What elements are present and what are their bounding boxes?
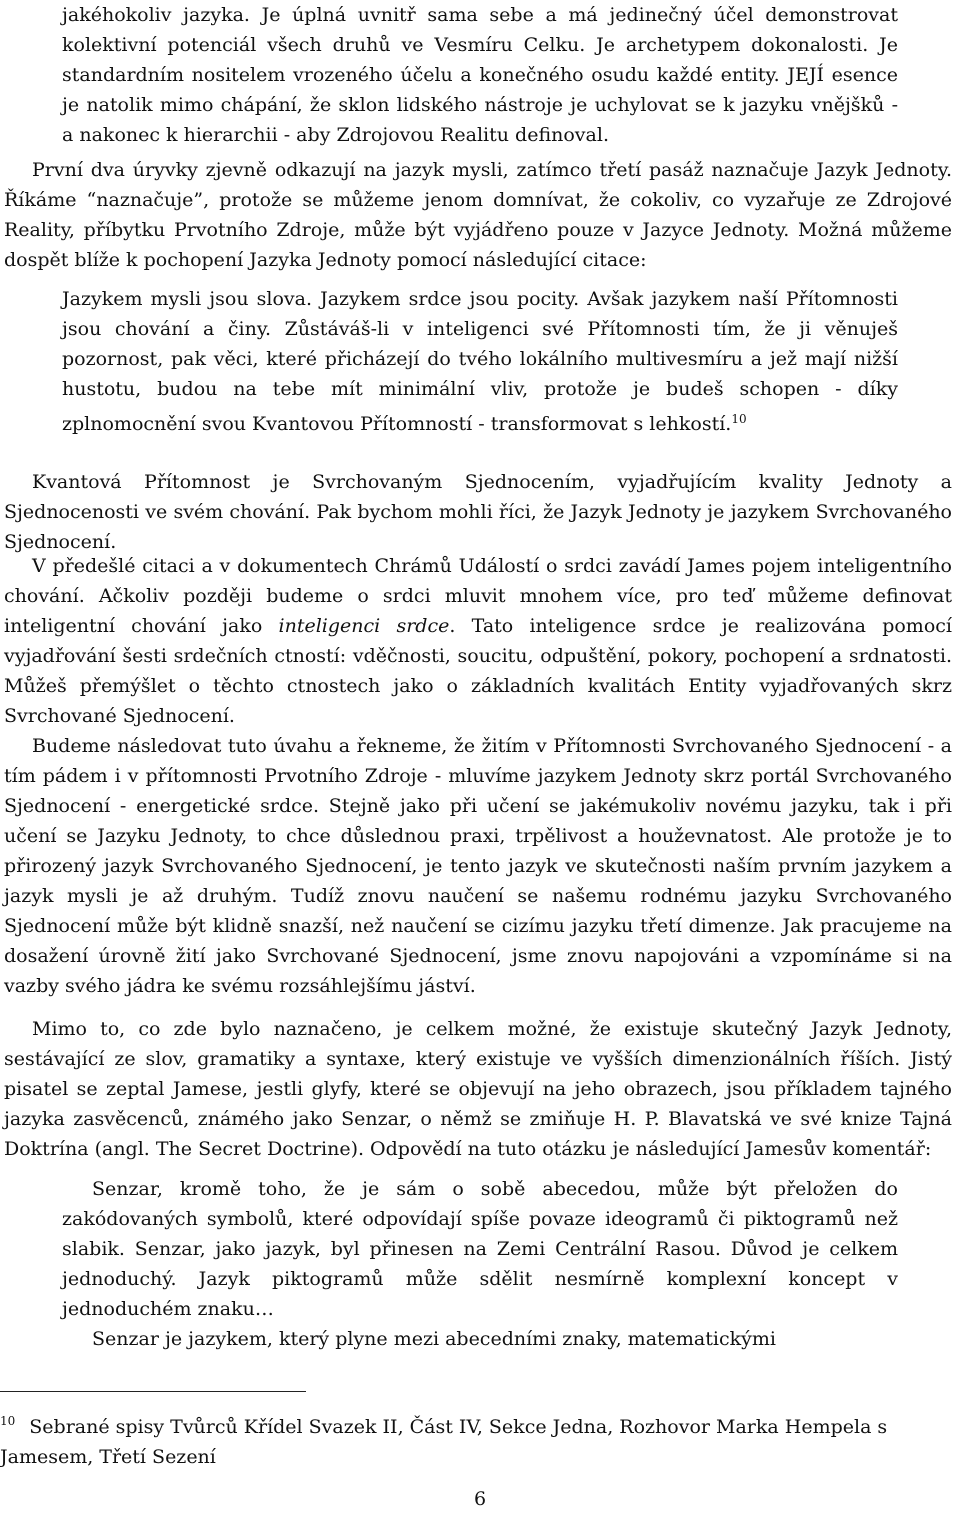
quote-block-2 — [62, 284, 898, 439]
paragraph-5: Mimo to, co zde bylo naznačeno, je celkem možné, že existuje skutečný Jazyk Jednoty, sestávající ze slov, gramatiky a syntaxe, který existuje ve vyšších dimenzionálních říších. Jistý pisatel se zeptal Jamese, jestli glyfy, které se objevují na jeho obrazech, jsou příkladem tajného jazyka zasvěcenců, známého jako Senzar, o němž se zmiňuje H. P. Blavatská ve své knize Tajná Doktrína (angl. The Secret Doctrine). Odpovědí na tuto otázku je následující Jamesův komentář: — [4, 1018, 952, 1160]
quote-2-text: Jazykem mysli jsou slova. Jazykem srdce jsou pocity. Avšak jazykem naší Přítomnosti jsou chování a činy. Zůstáváš-li v inteligenci své Přítomnosti tím, že ji věnuješ pozornost, pak věci, které přicházejí do tvého lokálního multivesmíru a jež mají nižší hustotu, budou na tebe mít minimální vliv, protože je budeš schopen - díky zplnomocnění svou Kvantovou Přítomností - transformovat s lehkostí. — [62, 288, 898, 435]
footnote-number: 10 — [0, 1414, 16, 1428]
paragraph-4: Budeme následovat tuto úvahu a řekneme, že žitím v Přítomnosti Svrchovaného Sjednocení - a tím pádem i v přítomnosti Prvotního Zdroje - mluvíme jazykem Jednoty skrz portál Svrchovaného Sjednocení - energetické srdce. Stejně jako při učení se jakémukoliv novému jazyku, tak i při učení se Jazyku Jednoty, to chce důslednou praxi, trpělivost a houževnatost. Ale protože je to přirozený jazyk Svrchovaného Sjednocení, je tento jazyk ve skutečnosti naším prvním jazykem a jazyk mysli je až druhým. Tudíž znovu naučení se našemu rodnému jazyku Svrchovaného Sjednocení může být klidně snazší, než naučení se cizímu jazyku třetí dimenze. Jak pracujeme na dosažení úrovně žití jako Svrchované Sjednocení, jsme znovu napojováni a vzpomínáme si na vazby svého jádra ke svému rozsáhlejšímu jáství. — [4, 735, 952, 997]
quote-3-paragraph-1: Senzar, kromě toho, že je sám o sobě abecedou, může být přeložen do zakódovaných symbolů, které odpovídají spíše povaze ideogramů či piktogramů než slabik. Senzar, jako jazyk, byl přinesen na Zemi Centrální Rasou. Důvod je celkem jednoduchý. Jazyk piktogramů může sdělit nesmírně komplexní koncept v jednoduchém znaku… — [62, 1178, 898, 1320]
footnote-divider — [0, 1391, 306, 1392]
page-number: 6 — [473, 1488, 487, 1510]
emphasis-term: inteligenci srdce — [278, 615, 450, 637]
footnote-text: Sebrané spisy Tvůrců Křídel Svazek II, Část IV, Sekce Jedna, Rozhovor Marka Hempela s Jamesem, Třetí Sezení — [0, 1416, 888, 1468]
paragraph-3-start: V předešlé citaci a v dokumentech Chrámů Událostí o srdci zavádí James pojem inteligentního chování. Ačkoliv později budeme o srdci mluvit mnohem více, pro teď můžeme definovat inteligentní chování jako — [4, 555, 952, 637]
quote-3-paragraph-2: Senzar je jazykem, který plyne mezi abecedními znaky, matematickými — [92, 1328, 776, 1350]
paragraph-3-end: . Tato inteligence srdce je realizována pomocí vyjadřování šesti srdečních ctností: vděčnosti, soucitu, odpuštění, pokory, pochopení a srdnatosti. Můžeš přemýšlet o těchto ctnostech jako o základních kvalitách Entity vyjadřovaných skrz Svrchované Sjednocení. — [4, 615, 952, 727]
paragraph-2: Kvantová Přítomnost je Svrchovaným Sjednocením, vyjadřujícím kvality Jednoty a Sjednocenosti ve svém chování. Pak bychom mohli říci, že Jazyk Jednoty je jazykem Svrchovaného Sjednocení. — [4, 471, 952, 553]
quote-block-3 — [62, 1174, 898, 1354]
quote-continuation: jakéhokoliv jazyka. Je úplná uvnitř sama sebe a má jedinečný účel demonstrovat kolektivní potenciál všech druhů ve Vesmíru Celku. Je archetypem dokonalosti. Je standardním nositelem vrozeného účelu a konečného osudu každé entity. JEJÍ esence je natolik mimo chápání, že sklon lidského nástroje je uchylovat se k jazyku vnějšků - a nakonec k hierarchii - aby Zdrojovou Realitu definoval. — [62, 4, 898, 146]
footnote — [0, 1406, 940, 1472]
footnote-reference[interactable]: 10 — [731, 412, 747, 426]
paragraph-3 — [4, 551, 952, 731]
paragraph-1: První dva úryvky zjevně odkazují na jazyk mysli, zatímco třetí pasáž naznačuje Jazyk Jednoty. Říkáme “naznačuje”, protože se můžeme jenom domnívat, že cokoliv, co vyzařuje ze Zdrojové Reality, příbytku Prvotního Zdroje, může být vyjádřeno pouze v Jazyce Jednoty. Možná můžeme dospět blíže k pochopení Jazyka Jednoty pomocí následující citace: — [4, 159, 952, 271]
